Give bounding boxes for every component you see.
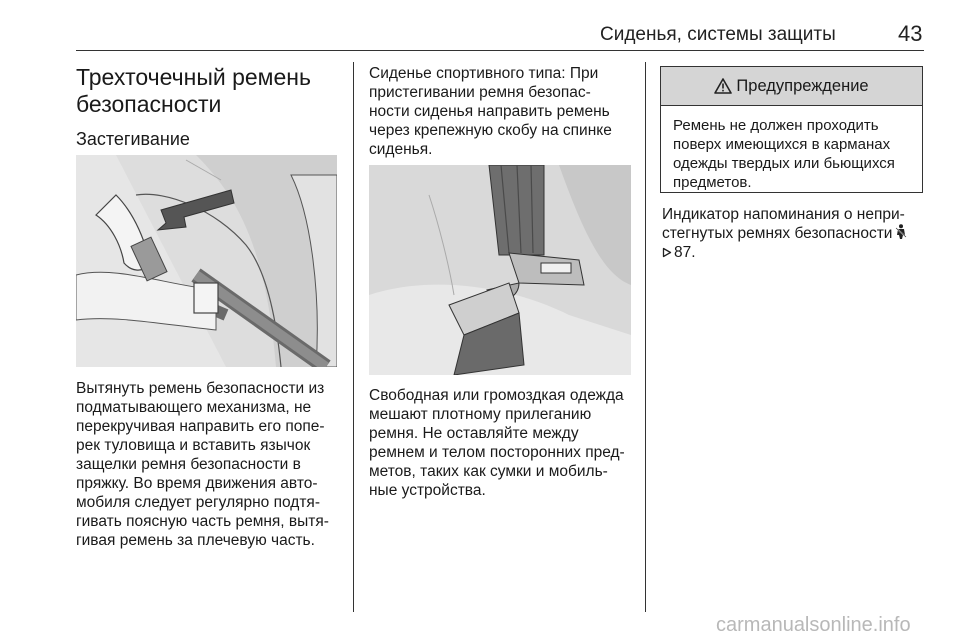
warning-header xyxy=(661,67,922,106)
clothing-advice: Свободная или громоздкая одежда мешают плотному прилеганию ремня. Не оставляйте между ремнем и телом посторонних пред- метов, таких как сумки и мобиль- ные устройства. xyxy=(369,387,625,499)
warning-box xyxy=(660,66,923,193)
middle-paragraph xyxy=(369,386,641,500)
page-header xyxy=(0,0,960,50)
column-divider-right xyxy=(645,62,646,612)
indicator-note: Индикатор напоминания о непри- стегнутых ремнях безопасности 87. xyxy=(662,205,924,262)
reference-arrow-icon xyxy=(662,244,672,255)
column-divider-left xyxy=(353,62,354,612)
seatbelt-reminder-icon xyxy=(895,224,907,240)
middle-intro xyxy=(369,64,639,159)
header-rule xyxy=(76,50,924,51)
indicator-paragraph xyxy=(662,205,924,262)
left-paragraph xyxy=(76,379,346,550)
fastening-instructions: Вытянуть ремень безопасности из подматывающего механизма, не перекручивая направить его попе- рек туловища и вставить язычок защелки ремня безопасности в пряжку. Во время движения авто- мобиля следует регулярно подтя- гивать поясную часть ремня, вытя- гивая ремень за плечевую часть. xyxy=(76,380,329,549)
warning-text: Ремень не должен проходить поверх имеющихся в карманах одежды твердых или бьющихся предметов. xyxy=(673,117,895,191)
seatbelt-buckle-illustration xyxy=(369,165,631,375)
left-column xyxy=(76,64,346,150)
subheading: Застегивание xyxy=(76,129,190,149)
warning-title: Предупреждение xyxy=(736,76,869,95)
watermark: carmanualsonline.info xyxy=(716,614,911,636)
section-title: Сиденья, системы защиты xyxy=(600,24,836,45)
sport-seat-instructions: Сиденье спортивного типа: При пристегивании ремня безопас- ности сиденья направить ремень через крепежную скобу на спинке сиденья. xyxy=(369,65,612,158)
seatbelt-fastening-illustration xyxy=(76,155,337,367)
section-heading: Трехточечный ремень безопасности xyxy=(76,64,311,117)
page-number: 43 xyxy=(898,21,923,46)
warning-triangle-icon xyxy=(714,78,732,94)
page-reference[interactable]: 87. xyxy=(662,243,924,262)
